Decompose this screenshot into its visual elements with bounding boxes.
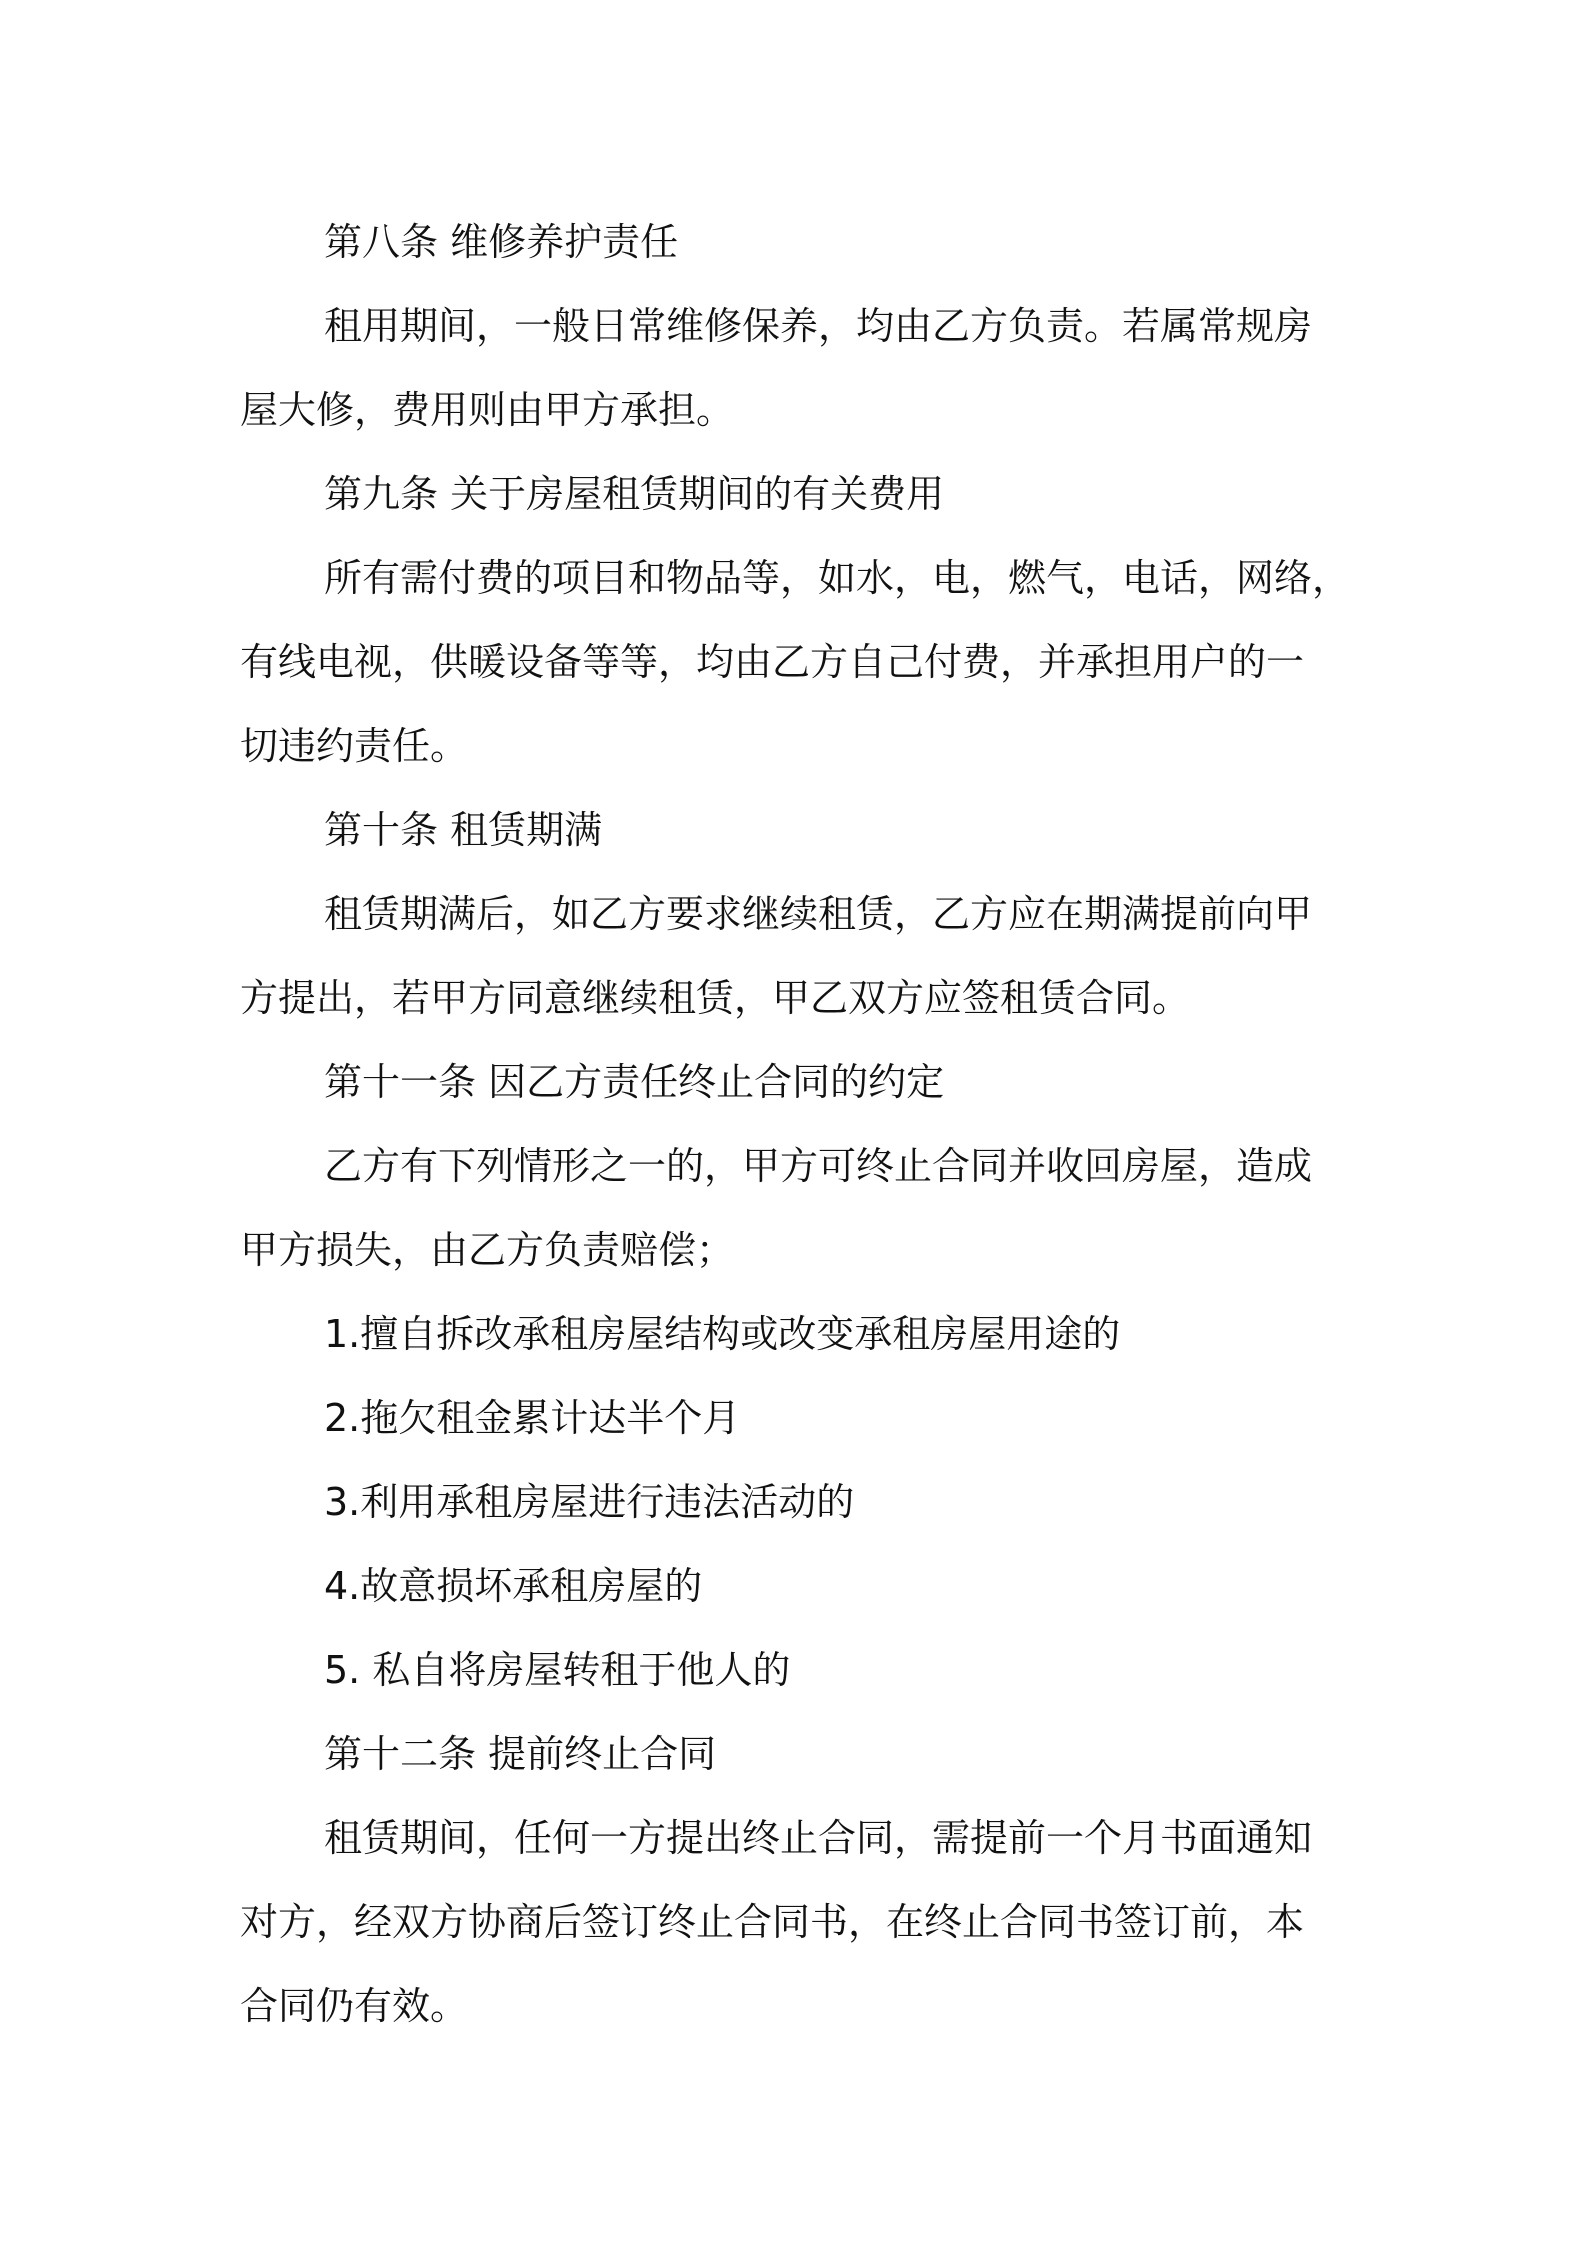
article-11-text-line-1: 乙方有下列情形之一的，甲方可终止合同并收回房屋，造成 — [324, 1144, 1313, 1188]
article-10-text-line-2: 方提出，若甲方同意继续租赁，甲乙双方应签租赁合同。 — [240, 976, 1191, 1020]
article-10-text-line-1: 租赁期满后，如乙方要求继续租赁，乙方应在期满提前向甲 — [324, 892, 1313, 936]
article-8-text-line-2: 屋大修，费用则由甲方承担。 — [240, 388, 735, 432]
article-11-item-1: 1.擅自拆改承租房屋结构或改变承租房屋用途的 — [324, 1312, 1121, 1356]
article-9-heading: 第九条 关于房屋租赁期间的有关费用 — [324, 472, 945, 516]
article-8-heading: 第八条 维修养护责任 — [324, 220, 679, 264]
article-11-text-line-2: 甲方损失，由乙方负责赔偿； — [240, 1228, 735, 1272]
article-9-text-line-3: 切违约责任。 — [240, 724, 469, 768]
article-11-item-4: 4.故意损坏承租房屋的 — [324, 1564, 703, 1608]
article-10-heading: 第十条 租赁期满 — [324, 808, 603, 852]
article-12-heading: 第十二条 提前终止合同 — [324, 1732, 717, 1776]
article-12-text-line-3: 合同仍有效。 — [240, 1984, 469, 2028]
article-9-text-line-1: 所有需付费的项目和物品等，如水，电，燃气，电话，网络， — [324, 556, 1351, 600]
article-12-text-line-1: 租赁期间，任何一方提出终止合同，需提前一个月书面通知 — [324, 1816, 1313, 1860]
article-11-item-3: 3.利用承租房屋进行违法活动的 — [324, 1480, 855, 1524]
document-body — [240, 200, 1360, 2048]
article-11-item-2: 2.拖欠租金累计达半个月 — [324, 1396, 741, 1440]
article-11-heading: 第十一条 因乙方责任终止合同的约定 — [324, 1060, 945, 1104]
article-11-item-5: 5. 私自将房屋转租于他人的 — [324, 1648, 791, 1692]
article-12-text-line-2: 对方，经双方协商后签订终止合同书，在终止合同书签订前，本 — [240, 1900, 1305, 1944]
article-8-text-line-1: 租用期间，一般日常维修保养，均由乙方负责。若属常规房 — [324, 304, 1313, 348]
article-9-text-line-2: 有线电视，供暖设备等等，均由乙方自己付费，并承担用户的一 — [240, 640, 1305, 684]
